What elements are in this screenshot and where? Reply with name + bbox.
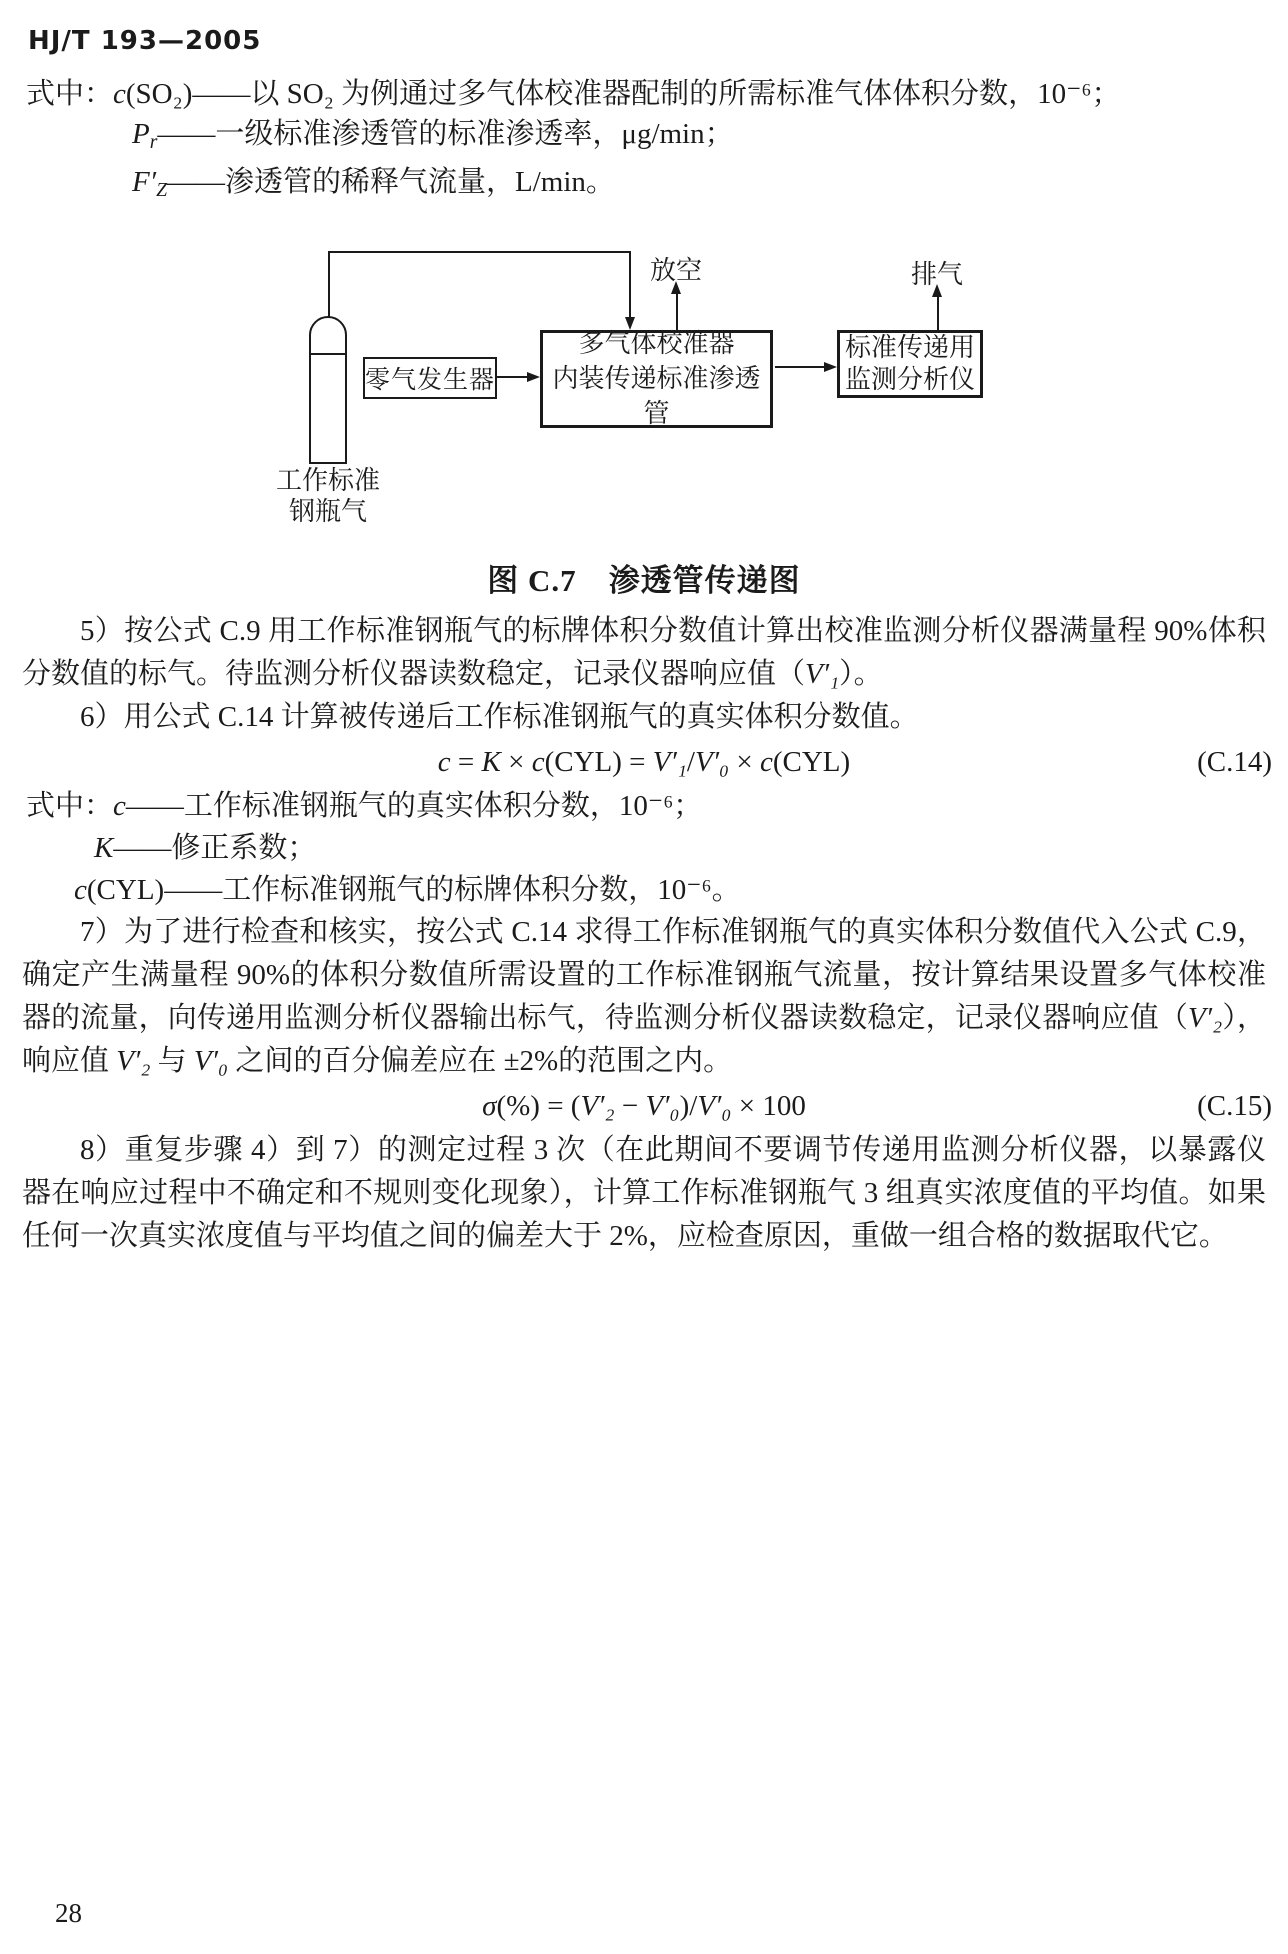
text-run: (%) = ( — [496, 1089, 581, 1122]
text-run: (CYL) = — [544, 745, 653, 778]
symbol-def-cso2 — [26, 74, 1288, 114]
calibrator-label-line1: 多气体校准器 — [578, 329, 735, 359]
pipe-vertical-into-calibrator — [629, 251, 631, 319]
symbol-def-c — [26, 785, 1288, 827]
math-variable: K — [94, 831, 114, 864]
math-variable: V′₂ — [116, 1044, 151, 1077]
text-run: ——工作标准钢瓶气的真实体积分数，10⁻⁶； — [125, 789, 703, 822]
text-run: 与 — [150, 1044, 194, 1077]
arrowhead-into-calibrator-left — [527, 372, 540, 382]
math-variable: K — [481, 745, 501, 778]
text-run: (SO₂)——以 SO₂ 为例通过多气体校准器配制的所需标准气体体积分数，10⁻⁶； — [125, 78, 1121, 110]
math-variable: V′₀ — [697, 1089, 732, 1122]
zero-gas-generator-box — [363, 357, 497, 399]
math-variable: σ — [482, 1089, 497, 1122]
text-run: × 100 — [731, 1089, 806, 1122]
math-variable: P — [132, 118, 150, 150]
pipe-vertical-from-cylinder — [328, 251, 330, 317]
math-variable: V′₀ — [645, 1089, 680, 1122]
math-subscript: r — [149, 130, 158, 153]
figure-c7-diagram — [0, 210, 1288, 558]
text-run: = — [450, 745, 482, 778]
pipe-zero-to-calibrator — [497, 376, 529, 378]
calibrator-box — [540, 330, 773, 428]
formula-c14-label: (C.14) — [1197, 745, 1272, 778]
paragraph-step7 — [22, 911, 1266, 1083]
text-run: ），响应值 — [22, 1001, 1266, 1077]
symbol-definitions-top — [0, 74, 1288, 210]
symbol-def-k — [94, 827, 1288, 869]
vent-label: 放空 — [649, 255, 702, 285]
math-variable: c — [74, 873, 87, 906]
math-variable: c — [759, 745, 773, 778]
cylinder-shoulder-line — [311, 353, 345, 355]
paragraph-step6 — [22, 696, 1266, 739]
math-variable: V′₁ — [652, 745, 687, 778]
symbol-def-pr — [132, 114, 1288, 162]
cylinder-label-line2: 钢瓶气 — [288, 496, 367, 526]
formula-c15 — [0, 1083, 1288, 1129]
text-run: ）。 — [839, 657, 883, 690]
text-run: × — [729, 745, 760, 778]
text-run: (CYL) — [772, 745, 851, 778]
text-run: 式中： — [26, 78, 114, 110]
figure-caption: 图 C.7 渗透管传递图 — [487, 562, 801, 598]
cylinder-label — [266, 465, 390, 527]
math-variable: c — [531, 745, 545, 778]
math-variable: V′₀ — [193, 1044, 229, 1077]
text-run: )/ — [679, 1089, 698, 1122]
math-variable: V′₂ — [1188, 1001, 1223, 1034]
math-subscript: Z — [156, 178, 168, 201]
text-run: − — [614, 1089, 646, 1122]
math-variable: V′₁ — [805, 657, 840, 690]
analyzer-label-line2: 监测分析仪 — [844, 364, 975, 394]
arrowhead-into-analyzer — [824, 362, 837, 372]
text-run: 8）重复步骤 4）到 7）的测定过程 3 次（在此期间不要调节传递用监测分析仪器，以暴露仪器在响应过程中不确定和不规则变化现象），计算工作标准钢瓶气 3 组真实浓度值的平均值。如果任何一次真实浓度值与平均值之间的偏差大于 2%，应检查原因，重做一组合格的数据取代它。 — [22, 1133, 1266, 1252]
math-variable: c — [113, 789, 126, 822]
formula-c14 — [0, 739, 1288, 785]
zero-gas-generator-label: 零气发生器 — [365, 366, 496, 394]
text-run: 之间的百分偏差应在 ±2%的范围之内。 — [228, 1044, 733, 1077]
analyzer-label-line1: 标准传递用 — [844, 332, 975, 362]
symbol-definitions-c14 — [0, 785, 1288, 911]
symbol-def-fz — [132, 162, 1288, 210]
symbol-def-ccyl — [74, 869, 1288, 911]
text-run: 式中： — [26, 789, 114, 822]
formula-c15-body — [482, 1090, 806, 1122]
text-run: ——渗透管的稀释气流量，L/min。 — [167, 165, 615, 198]
math-variable: V′₀ — [694, 745, 730, 778]
paragraph-step8 — [22, 1129, 1266, 1258]
text-run: ——修正系数； — [113, 831, 317, 864]
exhaust-label: 排气 — [910, 259, 963, 289]
text-run: / — [686, 745, 695, 778]
pipe-calibrator-to-analyzer — [775, 366, 825, 368]
gas-cylinder — [309, 316, 347, 464]
text-run: × — [500, 745, 532, 778]
text-run: 6）用公式 C.14 计算被传递后工作标准钢瓶气的真实体积分数值。 — [80, 700, 919, 733]
text-run: 5）按公式 C.9 用工作标准钢瓶气的标牌体积分数值计算出校准监测分析仪器满量程 90%体积分数值的标气。待监测分析仪器读数稳定，记录仪器响应值（ — [22, 614, 1266, 690]
math-variable: c — [113, 78, 126, 110]
standard-number-header: HJ/T 193—2005 — [28, 26, 262, 56]
page-number: 28 — [55, 1898, 82, 1928]
vent-line — [676, 290, 678, 330]
formula-c15-label: (C.15) — [1197, 1089, 1272, 1122]
pipe-horizontal-line — [328, 251, 631, 253]
analyzer-box — [837, 330, 983, 398]
formula-c14-body — [438, 746, 850, 778]
text-run: 7）为了进行检查和核实，按公式 C.14 求得工作标准钢瓶气的真实体积分数值代入公式 C.9，确定产生满量程 90%的体积分数值所需设置的工作标准钢瓶气流量，按计算结果设置多气体校准器的流量，向传递用监测分析仪器输出标气，待监测分析仪器读数稳定，记录仪器响应值（ — [22, 915, 1266, 1034]
text-run: ——一级标准渗透管的标准渗透率，μg/min； — [157, 118, 734, 150]
exhaust-line — [937, 294, 939, 331]
paragraph-step5 — [22, 610, 1266, 696]
cylinder-label-line1: 工作标准 — [275, 465, 380, 495]
calibrator-label-line2: 内装传递标准渗透管 — [552, 364, 761, 429]
math-variable: V′₂ — [580, 1089, 615, 1122]
text-run: (CYL)——工作标准钢瓶气的标牌体积分数，10⁻⁶。 — [86, 873, 741, 906]
math-variable: c — [437, 745, 451, 778]
math-variable: F′ — [132, 165, 157, 198]
